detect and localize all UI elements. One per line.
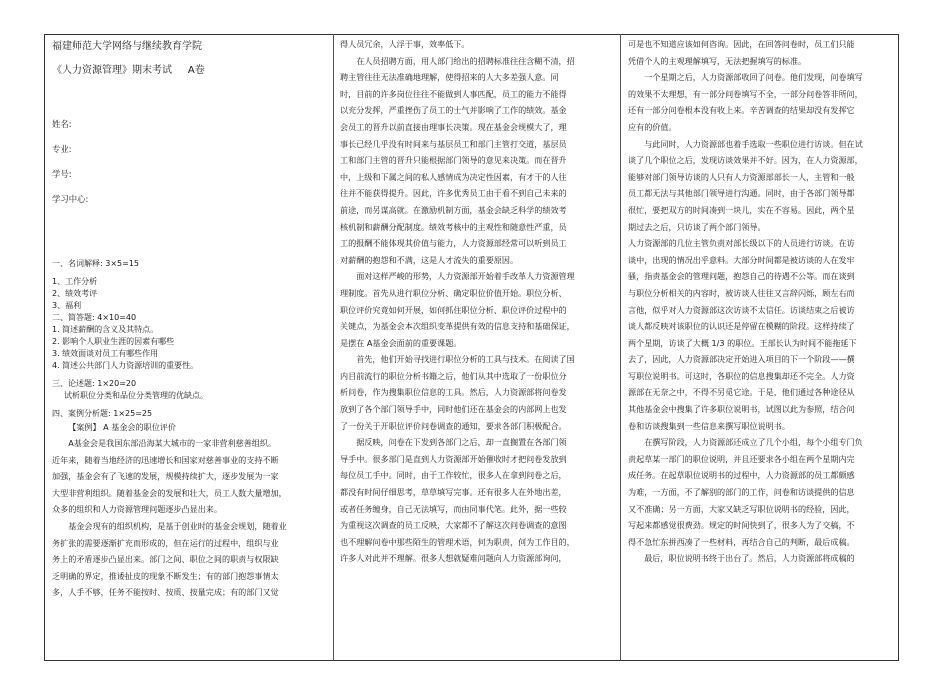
text-line: 前途，而另谋高就。在激励机制方面，基金会缺乏科学的绩效考 — [340, 204, 567, 215]
section-1-item: 3、福利 — [52, 301, 82, 310]
text-line: 或者任务缠身，自己无法填写，而由同事代笔。此外，据一些较 — [340, 503, 567, 514]
text-line: 骚，指责基金会的管理问题，抱怨自己的待遇不公等。而在谈到 — [628, 271, 855, 282]
text-line: 以充分发挥，严重挫伤了员工的士气并影响了工作的绩效。基金 — [340, 105, 567, 116]
case-text — [52, 435, 327, 601]
text-line: 多，人手不够，任务不能按时、按质、按量完成；有的部门又觉 — [52, 587, 279, 598]
text-line: 事长已经几乎没有时间来与基层员工和部门主管打交道，基层员 — [340, 138, 567, 149]
text-line: 成任务。在起草职位说明书的过程中，人力资源部的员工都颇感 — [628, 470, 855, 481]
text-line: 得不急忙东拼西凑了一些材料，再结合自己的判断，最后成稿。 — [628, 536, 855, 547]
text-line: 卷和访谈搜集到一些信息来撰写职位说明书。 — [628, 420, 790, 431]
section-2-item: 2. 影响个人职业生涯的因素有哪些 — [52, 337, 175, 346]
text-line: 近年来，随着当地经济的迅速增长和国家对慈善事业的支持不断 — [52, 454, 279, 465]
text-line: 言他，似乎对人力资源部这次访谈不太信任。访谈结束之后被访 — [628, 304, 855, 315]
text-line: 可是也不知道应该如何咨询。因此，在回答问卷时，员工们只能 — [628, 39, 855, 49]
text-line: 放到了各个部门领导手中，同时他们还在基金会的内部网上也发 — [340, 404, 567, 415]
text-line: 人力资源部的几位主管负责对部长级以下的人员进行访谈。在访 — [628, 238, 855, 249]
text-line: 基金会现有的组织机构，是基于创业时的基金会规划，随着业 — [68, 520, 287, 531]
text-line: 谈中，出现的情况出乎意料。大部分时间都是被访谈的人在发牢 — [628, 254, 855, 265]
column-divider — [620, 34, 621, 661]
text-line: 去了，因此，人力资源部决定开始进入项目的下一个阶段——撰 — [628, 354, 855, 365]
text-line: 务扩张的需要逐渐扩充而形成的，但在运行的过程中，组织与业 — [52, 537, 279, 548]
text-line: 内目前流行的职位分析书籍之后，他们从其中选取了一份职位分 — [340, 370, 567, 381]
text-line: 聘主管往往无法准确地理解，使得招来的人大多差强人意。同 — [340, 72, 559, 83]
section-2-item: 1. 简述薪酬的含义及其特点。 — [52, 325, 159, 334]
text-line: 理制度。首先从进行职位分析、确定职位价值开始。职位分析、 — [340, 287, 567, 298]
text-line: 其他基金会中搜集了许多职位说明书，试图以此为参照，结合问 — [628, 404, 855, 415]
exam-title — [52, 58, 327, 84]
text-line: 对薪酬的抱怨和不满，这是人才流失的重要原因。 — [340, 254, 519, 265]
text-line: 谈了几个职位之后，发现访谈效果并不好。因为，在人力资源部， — [628, 155, 863, 166]
text-line: 与此同时，人力资源部也着手选取一些职位进行访谈。但在试 — [644, 138, 863, 149]
text-line: 是摆在 A基金会面前的重要课题。 — [340, 337, 462, 348]
student-id-field: 学号: — [52, 169, 72, 179]
column-1 — [52, 36, 327, 658]
text-line: 又不准确；另一方面，大家又缺乏写职位说明书的经验，因此， — [628, 503, 855, 514]
column-divider — [333, 34, 334, 661]
text-line: 核机制和薪酬分配制度。绩效考核中的主观性和随意性严重，员 — [340, 221, 567, 232]
text-line: 为难，一方面，不了解别的部门的工作，问卷和访谈提供的信息 — [628, 487, 855, 498]
text-line: 一个星期之后，人力资源部收回了问卷。他们发现，问卷填写 — [644, 72, 863, 83]
text-line: 也不理解问卷中那些陌生的管理术语，何为职责，何为工作目的， — [340, 536, 575, 547]
text-line: 时，目前的许多岗位往往不能做到人事匹配，员工的能力不能得 — [340, 88, 567, 99]
text-line: 责起草某一部门的职位说明，并且还要求各小组在两个星期内完 — [628, 453, 855, 464]
text-line: 首先，他们开始寻找进行职位分析的工具与技术。在阅读了国 — [356, 354, 575, 365]
text-line: 最后，职位说明书终于出台了。然后，人力资源部将成稿的 — [644, 553, 855, 564]
text-line: 许多人对此并不理解。很多人想就疑难问题向人力资源部询问， — [340, 553, 567, 564]
text-line: 析问卷，作为搜集职位信息的工具。然后，人力资源部将问卷发 — [340, 387, 567, 398]
text-line: 两个星期，访谈了大概 1/3 的职位。王部长认为时间不能拖延下 — [628, 337, 857, 348]
text-line: A基金会是我国东部沿海某大城市的一家非营利慈善组织。 — [68, 438, 277, 448]
text-line: 在人员招聘方面，用人部门给出的招聘标准往往含糊不清，招 — [356, 55, 575, 66]
text-line: 很忙，要把双方的时间凑到一块儿，实在不容易。因此，两个星 — [628, 204, 855, 215]
text-line: 每位员工手中。同时，由于工作较忙，很多人在拿到问卷之后， — [340, 470, 567, 481]
text-line: 期过去之后，只访谈了两个部门领导。 — [628, 221, 766, 232]
section-1-item: 2、绩效考评 — [52, 289, 98, 298]
section-4-title: 四、案例分析题: 1×25=25 — [52, 409, 153, 418]
section-3-body: 试析职位分类和品位分类管理的优缺点。 — [64, 391, 208, 400]
text-line: 关键点，为基金会本次组织变革提供有效的信息支持和基础保证， — [340, 321, 575, 332]
text-line: 工和部门主管的晋升只能根据部门领导的意见来决策。而在晋升 — [340, 155, 567, 166]
text-line: 为重视这次调查的员工反映，大家都不了解这次问卷调查的意图 — [340, 520, 567, 531]
column-2 — [340, 36, 616, 658]
paper-label: A卷 — [187, 65, 205, 76]
case-title: 【案例】 A 基金会的职位评价 — [68, 422, 176, 432]
text-line: 写职位说明书。可这时，各职位的信息搜集却还不完全。人力资 — [628, 370, 855, 381]
text-line: 加强，基金会有了飞速的发展，规模持续扩大，逐步发展为一家 — [52, 471, 279, 482]
exam-name: 《人力资源管理》期末考试 — [52, 65, 172, 76]
text-line: 还有一部分问卷根本没有收上来。辛苦调查的结果却没有发挥它 — [628, 105, 855, 116]
major-field: 专业: — [52, 144, 72, 154]
school-title: 福建师范大学网络与继续教育学院 — [52, 41, 202, 52]
text-line: 谈人都反映对该职位的认识还是停留在模糊的阶段。这样持续了 — [628, 321, 855, 332]
text-line: 面对这样严峻的形势，人力资源部开始着手改革人力资源管理 — [356, 271, 575, 282]
text-line: 员工都无法与其他部门领导进行沟通。同时，由于各部门领导都 — [628, 188, 855, 199]
text-line: 了一份关于开职位评价问卷调查的通知，要求各部门积极配合。 — [340, 420, 567, 431]
text-line: 职位评价究竟如何开展，如何抓住职位分析、职位评价过程中的 — [340, 304, 567, 315]
text-line: 据反映，问卷在下发到各部门之后，却一直搁置在各部门领 — [356, 437, 567, 448]
section-1-title: 一、名词解释: 3×5=15 — [52, 259, 140, 268]
section-3-title: 三、论述题: 1×20=20 — [52, 379, 137, 388]
text-line: 与职位分析相关的内容时，被访谈人往往又言辞闪烁，顾左右而 — [628, 287, 855, 298]
text-line: 都没有时间仔细思考，草草填写完事。还有很多人在外地出差， — [340, 487, 567, 498]
text-line: 凭借个人的主观理解填写，无法把握填写的标准。 — [628, 55, 807, 66]
text-line: 的效果不太理想，有一部分问卷填写不全，一部分问卷答非所问， — [628, 88, 863, 99]
text-line: 导手中。很多部门是直到人力资源部开始催收时才把问卷发放到 — [340, 453, 567, 464]
text-line: 能够对部门领导访谈的人只有人力资源部部长一人，主管和一般 — [628, 171, 855, 182]
text-line: 众多的组织和人力资源管理问题逐步凸显出来。 — [52, 504, 222, 515]
text-line: 往并不能获得提升。因此，许多优秀员工由于看不到自己未来的 — [340, 188, 567, 199]
section-2-item: 3. 绩效面谈对员工有哪些作用 — [52, 349, 159, 358]
column-3 — [628, 36, 892, 658]
section-1-item: 1、工作分析 — [52, 277, 98, 286]
text-line: 源部在无奈之中，不得不另觅它途。于是，他们通过各种途径从 — [628, 387, 855, 398]
section-2-item: 4. 简述公共部门人力资源培训的重要性。 — [52, 361, 199, 370]
text-line: 大型非营利组织。随着基金会的发展和壮大，员工人数大量增加， — [52, 487, 287, 498]
section-2-title: 二、简答题: 4×10=40 — [52, 313, 137, 322]
name-field: 姓名: — [52, 119, 72, 129]
text-line: 写起来都感觉很费劲。规定的时间快到了，很多人为了交稿，不 — [628, 520, 855, 531]
text-line: 在撰写阶段，人力资源部还成立了几个小组，每个小组专门负 — [644, 437, 863, 448]
text-line: 会员工的晋升以前直接由理事长决策。现在基金会规模大了，理 — [340, 121, 567, 132]
text-line: 工的报酬不能体现其价值与能力，人力资源部经常可以听到员工 — [340, 238, 567, 249]
text-line: 中，上级和下属之间的私人感情成为决定性因素，有才干的人往 — [340, 171, 567, 182]
study-center-field: 学习中心: — [52, 194, 89, 204]
text-line: 务上的矛盾逐步凸显出来。部门之间、职位之间的职责与权限缺 — [52, 554, 279, 565]
text-line: 得人员冗余，人浮于事，效率低下。 — [340, 39, 470, 49]
text-line: 应有的价值。 — [628, 121, 677, 132]
text-line: 乏明确的界定，推诿扯皮的现象不断发生；有的部门抱怨事情太 — [52, 570, 279, 581]
